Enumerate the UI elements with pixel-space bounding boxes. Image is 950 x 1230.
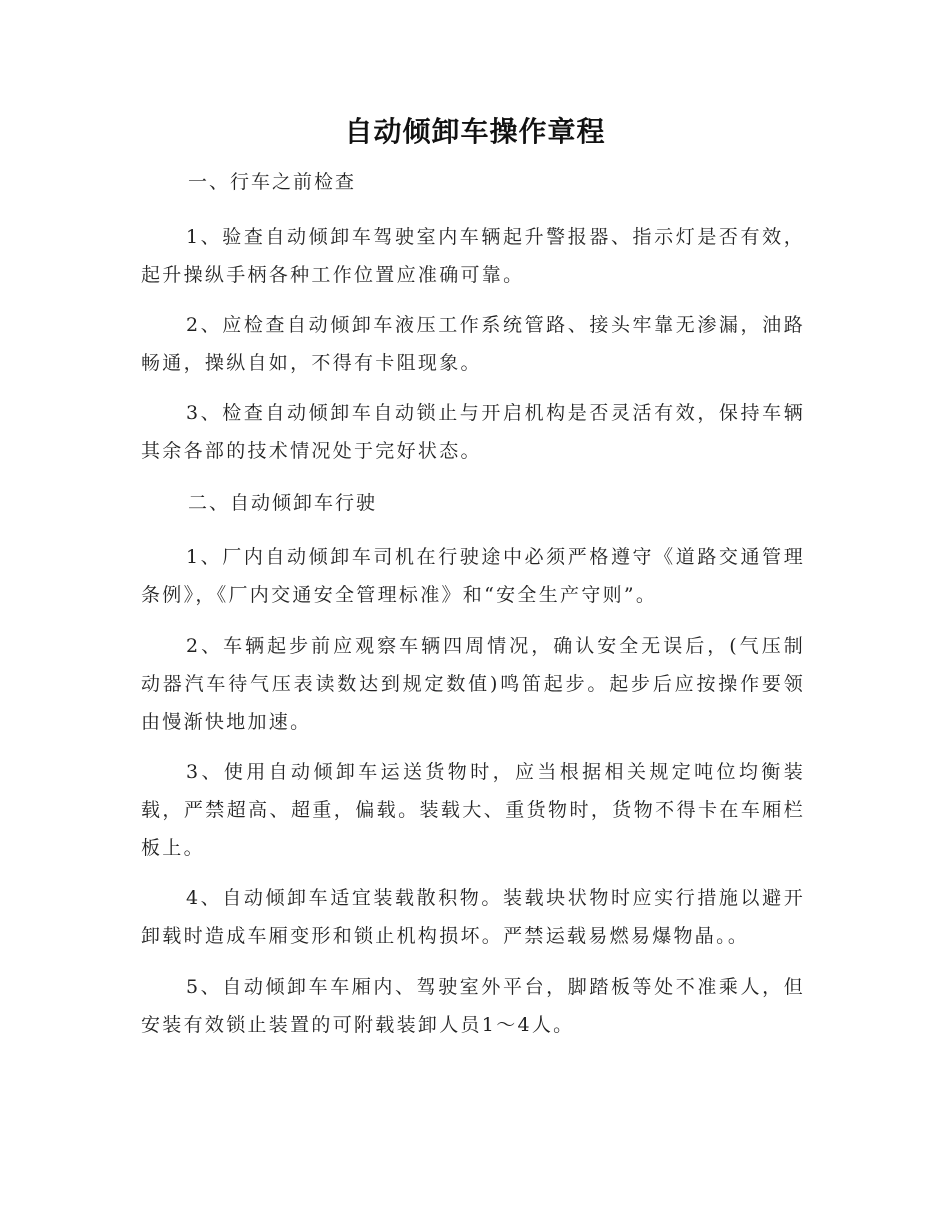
paragraph-1-3: 3、检查自动倾卸车自动锁止与开启机构是否灵活有效，保持车辆其余各部的技术情况处于完好状态。 xyxy=(141,402,805,462)
paragraph-2-5: 5、自动倾卸车车厢内、驾驶室外平台，脚踏板等处不准乘人，但安装有效锁止装置的可附载装卸人员1～4人。 xyxy=(141,976,805,1036)
paragraph-2-2: 2、车辆起步前应观察车辆四周情况，确认安全无误后，(气压制动器汽车待气压表读数达到规定数值)鸣笛起步。起步后应按操作要领由慢渐快地加速。 xyxy=(141,635,805,733)
paragraph-1-2: 2、应检查自动倾卸车液压工作系统管路、接头牢靠无渗漏，油路畅通，操纵自如，不得有卡阻现象。 xyxy=(141,314,805,374)
section-heading-inspection: 一、行车之前检查 xyxy=(188,171,357,193)
paragraph-2-4: 4、自动倾卸车适宜装载散积物。装载块状物时应实行措施以避开卸载时造成车厢变形和锁止机构损坏。严禁运载易燃易爆物晶。。 xyxy=(141,887,805,947)
document-title: 自动倾卸车操作章程 xyxy=(344,115,606,148)
paragraph-1-1: 1、验查自动倾卸车驾驶室内车辆起升警报器、指示灯是否有效，起升操纵手柄各种工作位置应准确可靠。 xyxy=(141,226,805,286)
paragraph-2-1: 1、厂内自动倾卸车司机在行驶途中必须严格遵守《道路交通管理条例》，《厂内交通安全管理标准》和“安全生产守则”。 xyxy=(141,546,805,606)
section-heading-driving: 二、自动倾卸车行驶 xyxy=(188,492,378,514)
paragraph-2-3: 3、使用自动倾卸车运送货物时，应当根据相关规定吨位均衡装载，严禁超高、超重，偏载。装载大、重货物时，货物不得卡在车厢栏板上。 xyxy=(141,761,805,859)
